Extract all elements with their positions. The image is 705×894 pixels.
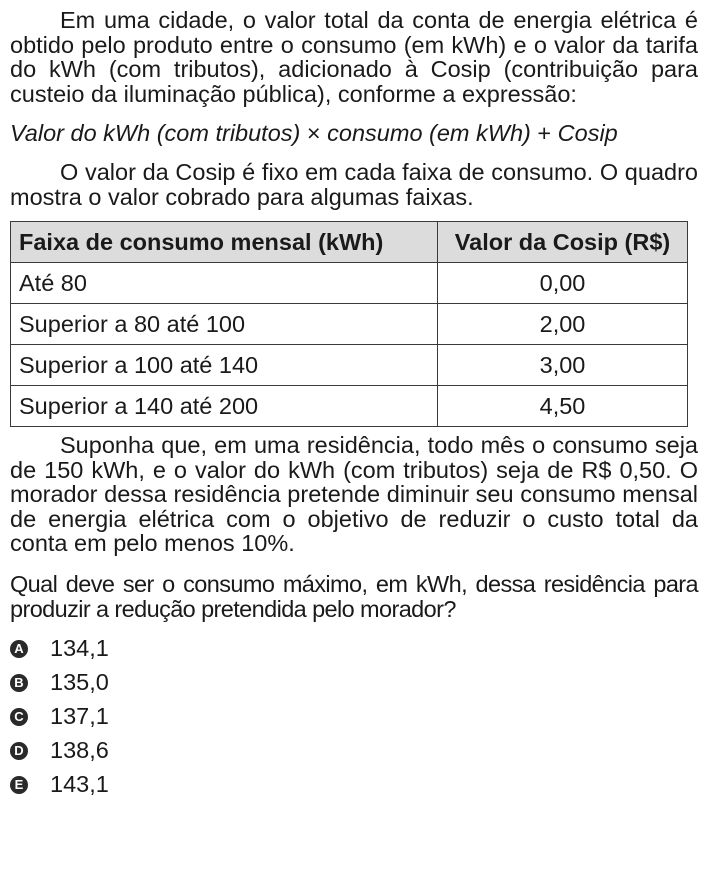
header-valor: Valor da Cosip (R$) bbox=[438, 222, 688, 263]
option-b[interactable] bbox=[10, 666, 698, 700]
option-c[interactable] bbox=[10, 700, 698, 734]
header-faixa: Faixa de consumo mensal (kWh) bbox=[11, 222, 438, 263]
plus-operator: + bbox=[537, 120, 552, 146]
option-e[interactable] bbox=[10, 768, 698, 802]
option-text: 137,1 bbox=[50, 703, 109, 729]
row-valor: 2,00 bbox=[438, 304, 688, 345]
cosip-table bbox=[10, 221, 688, 427]
formula bbox=[10, 120, 698, 146]
option-letter-badge: C bbox=[10, 708, 28, 726]
option-a[interactable] bbox=[10, 632, 698, 666]
option-letter-badge: E bbox=[10, 776, 28, 794]
table-row bbox=[11, 304, 688, 345]
formula-part-1: Valor do kWh (com tributos) bbox=[10, 120, 307, 146]
answer-options bbox=[10, 632, 698, 802]
option-text: 134,1 bbox=[50, 635, 109, 661]
formula-part-3: Cosip bbox=[551, 120, 618, 146]
question-text: Qual deve ser o consumo máximo, em kWh, dessa residência para produzir a redução pretendida pelo morador? bbox=[10, 570, 698, 622]
option-text: 143,1 bbox=[50, 771, 109, 797]
option-letter-badge: D bbox=[10, 742, 28, 760]
table-header-row bbox=[11, 222, 688, 263]
row-faixa: Superior a 140 até 200 bbox=[11, 386, 438, 427]
row-faixa: Superior a 80 até 100 bbox=[11, 304, 438, 345]
row-faixa: Superior a 100 até 140 bbox=[11, 345, 438, 386]
scenario-paragraph: Suponha que, em uma residência, todo mês o consumo seja de 150 kWh, e o valor do kWh (com tributos) seja de R$ 0,50. O morador dessa residência pretende diminuir seu consumo mensal de energia elétrica com o objetivo de reduzir o custo total da conta em pelo menos 10%. bbox=[10, 432, 698, 556]
option-letter-badge: B bbox=[10, 674, 28, 692]
intro-paragraph: Em uma cidade, o valor total da conta de energia elétrica é obtido pelo produto entre o consumo (em kWh) e o valor da tarifa do kWh (com tributos), adicionado à Cosip (contribuição para custeio da iluminação pública), conforme a expressão: bbox=[10, 7, 698, 107]
option-d[interactable] bbox=[10, 734, 698, 768]
option-text: 138,6 bbox=[50, 737, 109, 763]
table-row bbox=[11, 263, 688, 304]
times-operator: × bbox=[306, 120, 321, 146]
question-page bbox=[10, 8, 698, 802]
table-row bbox=[11, 386, 688, 427]
row-valor: 3,00 bbox=[438, 345, 688, 386]
row-valor: 4,50 bbox=[438, 386, 688, 427]
option-letter-badge: A bbox=[10, 640, 28, 658]
table-row bbox=[11, 345, 688, 386]
row-faixa: Até 80 bbox=[11, 263, 438, 304]
row-valor: 0,00 bbox=[438, 263, 688, 304]
formula-part-2: consumo (em kWh) bbox=[320, 120, 538, 146]
option-text: 135,0 bbox=[50, 669, 109, 695]
cosip-paragraph: O valor da Cosip é fixo em cada faixa de consumo. O quadro mostra o valor cobrado para algumas faixas. bbox=[10, 159, 698, 210]
